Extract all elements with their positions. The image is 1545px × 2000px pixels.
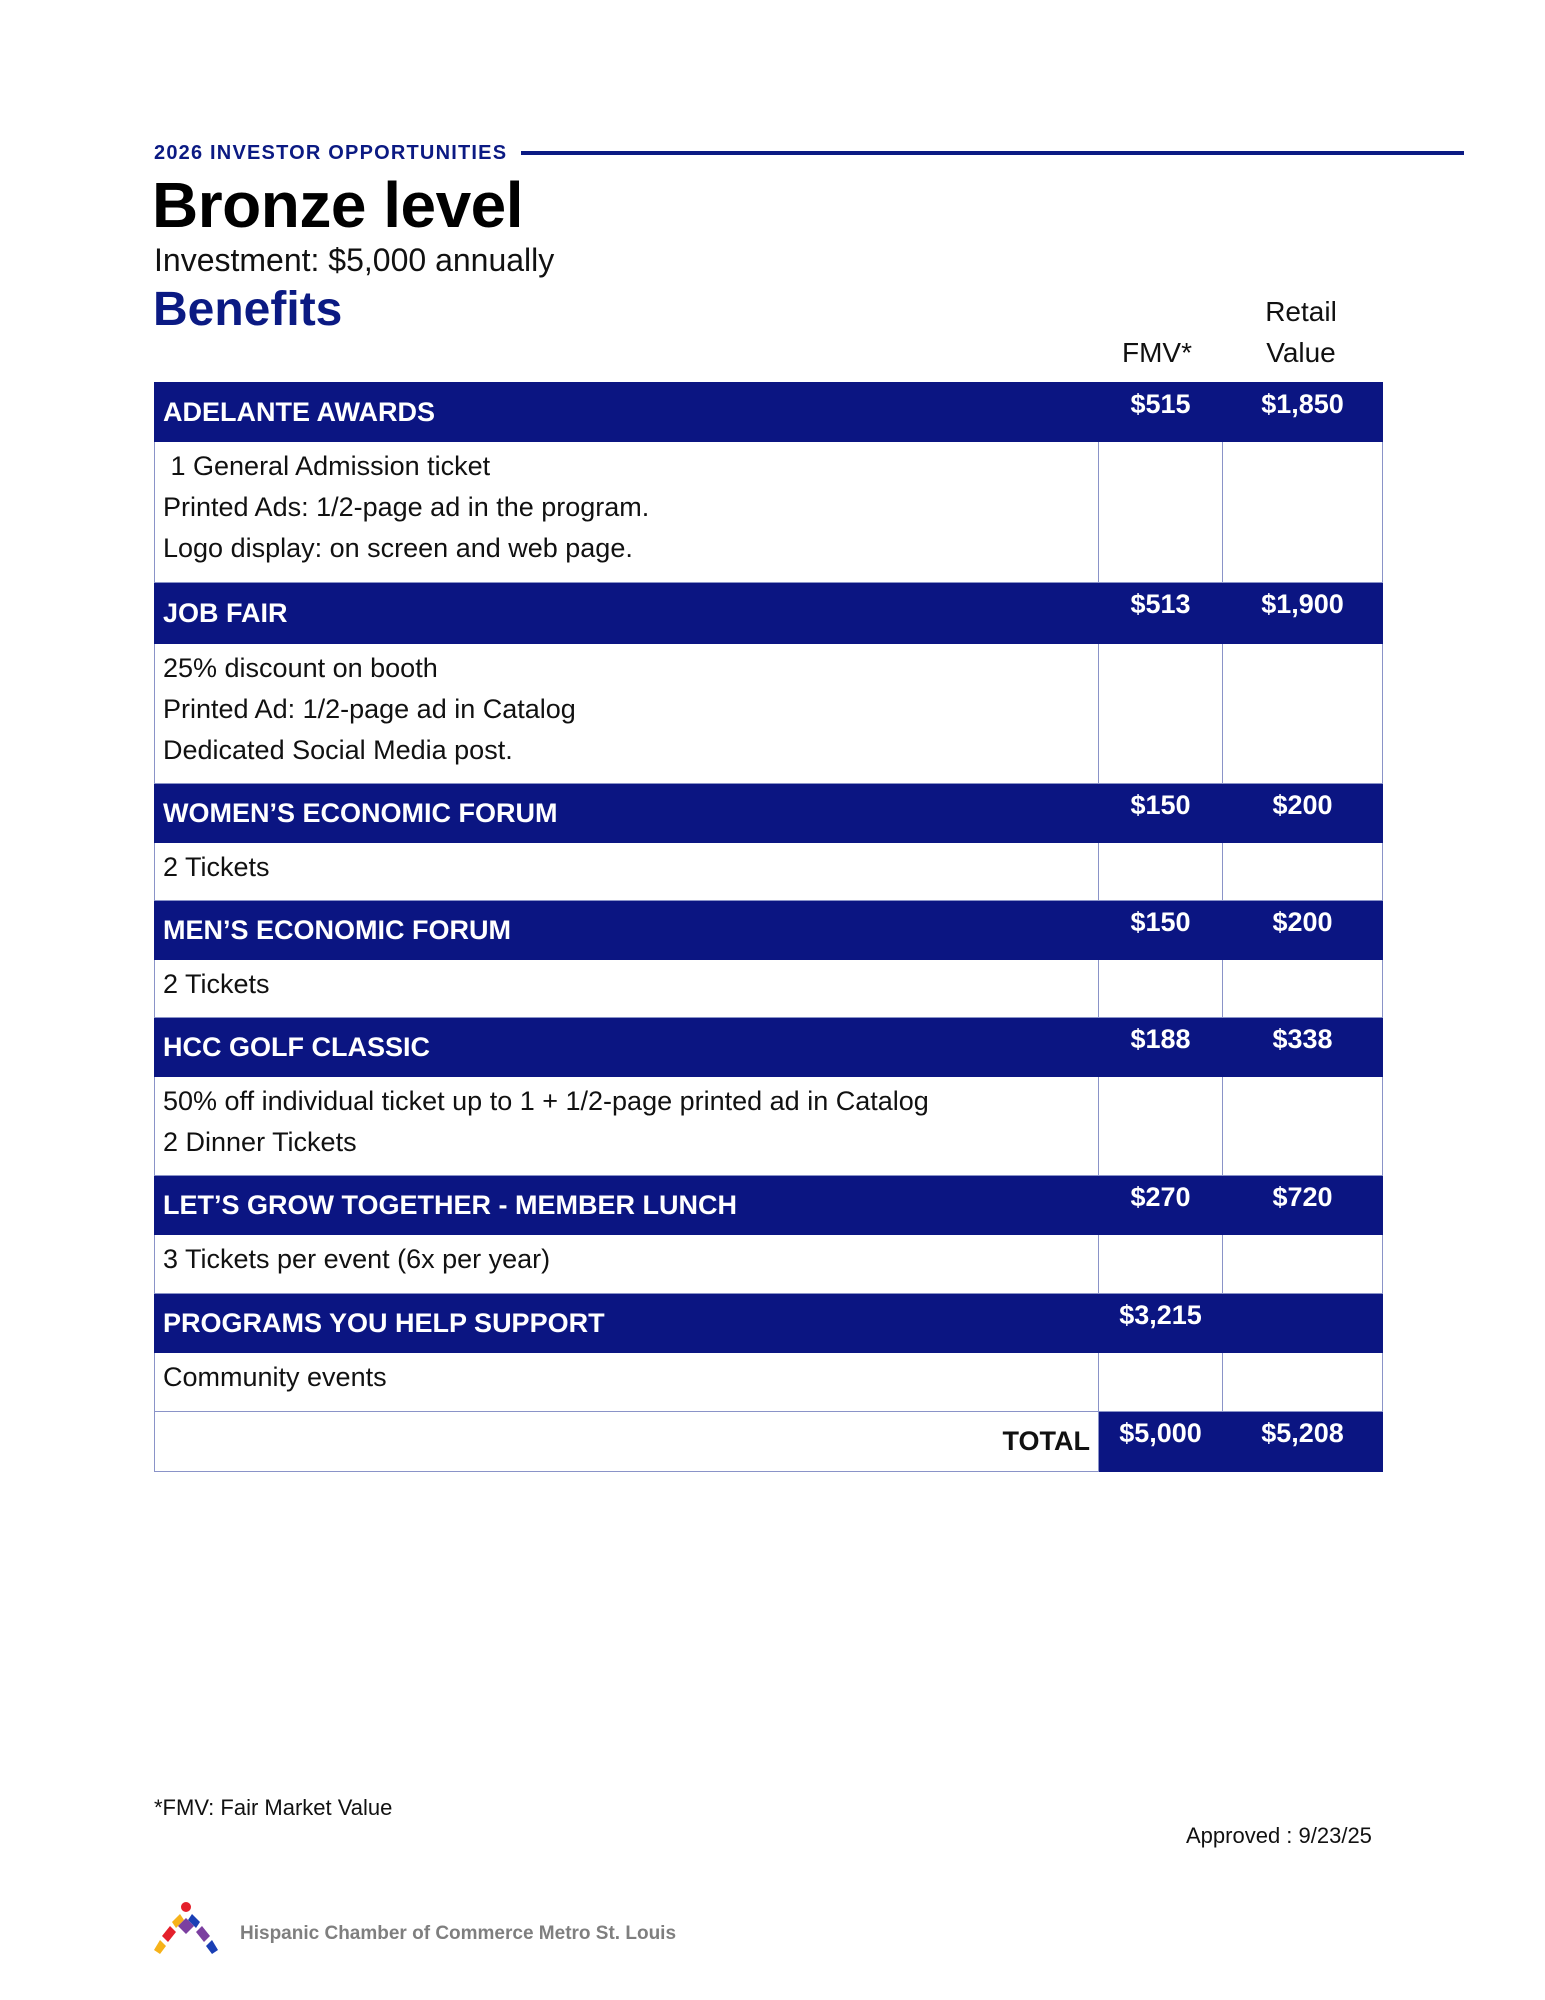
section-row-adelante-awards — [155, 383, 1383, 442]
retail-heading-line1: Retail — [1265, 296, 1337, 327]
details-row-job-fair — [155, 644, 1383, 784]
section-row-hcc-golf-classic — [155, 1018, 1383, 1077]
empty-cell — [1223, 843, 1383, 901]
section-retail — [1223, 1294, 1383, 1353]
kicker-row — [154, 138, 1464, 168]
section-name: LET’S GROW TOGETHER - MEMBER LUNCH — [155, 1176, 1099, 1235]
page-title: Bronze level — [152, 169, 524, 241]
detail-line: Community events — [163, 1362, 387, 1392]
detail-line: 3 Tickets per event (6x per year) — [163, 1244, 551, 1274]
detail-line: Logo display: on screen and web page. — [163, 533, 633, 563]
detail-line: 1 General Admission ticket — [163, 451, 491, 481]
details-cell — [155, 1235, 1099, 1294]
details-row-member-lunch — [155, 1235, 1383, 1294]
detail-line: 2 Tickets — [163, 969, 270, 999]
detail-line: Printed Ad: 1/2-page ad in Catalog — [163, 694, 576, 724]
section-row-job-fair — [155, 583, 1383, 644]
section-row-member-lunch — [155, 1176, 1383, 1235]
detail-line: Dedicated Social Media post. — [163, 735, 513, 765]
details-cell — [155, 843, 1099, 901]
total-retail: $5,208 — [1223, 1412, 1383, 1472]
details-cell — [155, 960, 1099, 1018]
section-row-programs-you-help-support — [155, 1294, 1383, 1353]
details-cell — [155, 442, 1099, 583]
section-retail: $200 — [1223, 901, 1383, 960]
fmv-footnote: *FMV: Fair Market Value — [154, 1795, 393, 1820]
empty-cell — [1099, 960, 1223, 1018]
section-name: PROGRAMS YOU HELP SUPPORT — [155, 1294, 1099, 1353]
section-retail: $1,850 — [1223, 383, 1383, 442]
section-retail: $338 — [1223, 1018, 1383, 1077]
empty-cell — [1099, 1077, 1223, 1176]
total-label: TOTAL — [155, 1412, 1099, 1472]
section-name: ADELANTE AWARDS — [155, 383, 1099, 442]
empty-cell — [1223, 960, 1383, 1018]
section-fmv: $270 — [1099, 1176, 1223, 1235]
empty-cell — [1099, 644, 1223, 784]
retail-column-heading — [1222, 291, 1380, 373]
empty-cell — [1099, 1353, 1223, 1412]
detail-line: 2 Tickets — [163, 852, 270, 882]
empty-cell — [1099, 843, 1223, 901]
detail-line: 25% discount on booth — [163, 653, 438, 683]
section-fmv: $3,215 — [1099, 1294, 1223, 1353]
details-row-programs-you-help-support — [155, 1353, 1383, 1412]
empty-cell — [1223, 1235, 1383, 1294]
detail-line: Printed Ads: 1/2-page ad in the program. — [163, 492, 650, 522]
details-row-womens-economic-forum — [155, 843, 1383, 901]
section-fmv: $515 — [1099, 383, 1223, 442]
empty-cell — [1099, 1235, 1223, 1294]
section-fmv: $513 — [1099, 583, 1223, 644]
details-cell — [155, 1353, 1099, 1412]
section-fmv: $150 — [1099, 784, 1223, 843]
empty-cell — [1223, 442, 1383, 583]
details-row-mens-economic-forum — [155, 960, 1383, 1018]
empty-cell — [1223, 644, 1383, 784]
retail-heading-line2: Value — [1266, 337, 1336, 368]
section-retail: $200 — [1223, 784, 1383, 843]
section-retail: $1,900 — [1223, 583, 1383, 644]
total-fmv: $5,000 — [1099, 1412, 1223, 1472]
approved-date: Approved : 9/23/25 — [1186, 1823, 1372, 1848]
section-name: MEN’S ECONOMIC FORUM — [155, 901, 1099, 960]
details-cell — [155, 644, 1099, 784]
section-name: HCC GOLF CLASSIC — [155, 1018, 1099, 1077]
section-fmv: $188 — [1099, 1018, 1223, 1077]
hcc-logo-icon — [150, 1900, 220, 1956]
empty-cell — [1099, 442, 1223, 583]
details-row-adelante-awards — [155, 442, 1383, 583]
section-name: WOMEN’S ECONOMIC FORUM — [155, 784, 1099, 843]
investment-text: Investment: $5,000 annually — [154, 242, 555, 278]
details-cell — [155, 1077, 1099, 1176]
section-retail: $720 — [1223, 1176, 1383, 1235]
empty-cell — [1223, 1077, 1383, 1176]
kicker-divider — [521, 151, 1464, 155]
benefits-heading: Benefits — [153, 283, 343, 336]
detail-line: 2 Dinner Tickets — [163, 1127, 357, 1157]
section-row-womens-economic-forum — [155, 784, 1383, 843]
section-row-mens-economic-forum — [155, 901, 1383, 960]
details-row-hcc-golf-classic — [155, 1077, 1383, 1176]
total-row — [155, 1412, 1383, 1472]
detail-line: 50% off individual ticket up to 1 + 1/2-page printed ad in Catalog — [163, 1086, 929, 1116]
fmv-column-heading: FMV* — [1122, 337, 1192, 368]
benefits-table — [154, 382, 1383, 1472]
section-name: JOB FAIR — [155, 583, 1099, 644]
kicker-text: 2026 INVESTOR OPPORTUNITIES — [154, 141, 508, 164]
empty-cell — [1223, 1353, 1383, 1412]
organization-name: Hispanic Chamber of Commerce Metro St. Louis — [240, 1923, 677, 1944]
section-fmv: $150 — [1099, 901, 1223, 960]
